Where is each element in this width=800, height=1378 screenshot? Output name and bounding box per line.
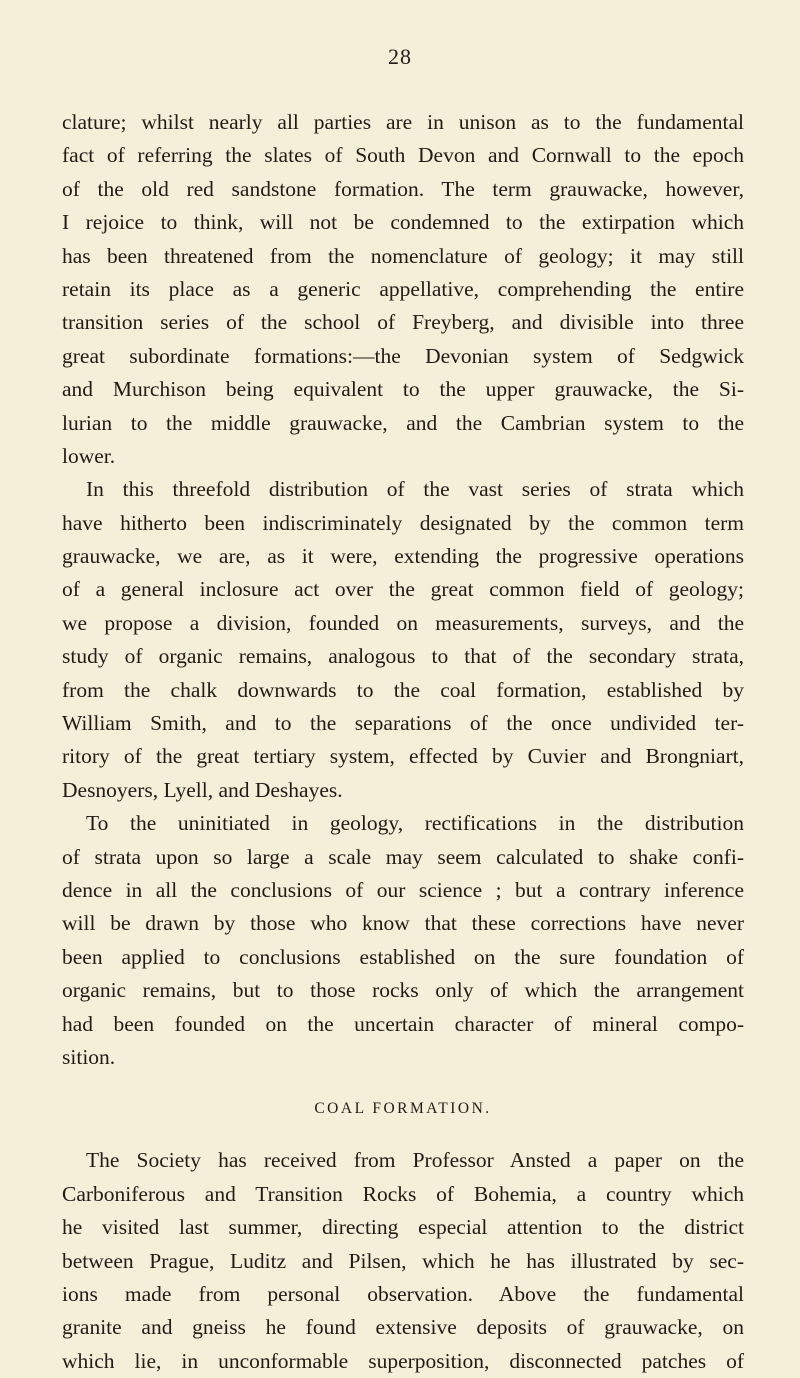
text-line: will be drawn by those who know that these corrections have never — [62, 911, 744, 936]
text-line: has been threatened from the nomenclature of geology; it may still — [62, 243, 744, 268]
text-line: study of organic remains, analogous to that of the secondary strata, — [62, 644, 744, 669]
text-line: of the old red sandstone formation. The term grauwacke, however, — [62, 176, 744, 201]
section-heading: COAL FORMATION. — [314, 1100, 492, 1118]
text-line: and Murchison being equivalent to the upper grauwacke, the Si- — [62, 377, 744, 402]
text-line: of strata upon so large a scale may seem calculated to shake confi- — [62, 844, 744, 869]
body-text — [62, 106, 744, 1378]
text-line: between Prague, Luditz and Pilsen, which he has illustrated by sec- — [62, 1248, 744, 1273]
text-line: I rejoice to think, will not be condemned to the extirpation which — [62, 210, 744, 235]
text-line: Desnoyers, Lyell, and Deshayes. — [62, 777, 343, 802]
text-line: sition. — [62, 1044, 116, 1069]
text-line: dence in all the conclusions of our science ; but a contrary inference — [62, 877, 744, 902]
text-line: which lie, in unconformable superposition, disconnected patches of — [62, 1348, 744, 1373]
text-line: of a general inclosure act over the great common field of geology; — [62, 577, 744, 602]
text-line: lurian to the middle grauwacke, and the Cambrian system to the — [62, 410, 744, 435]
paragraph-3 — [62, 807, 744, 1074]
text-line: he visited last summer, directing especial attention to the district — [62, 1215, 744, 1240]
text-line: William Smith, and to the separations of the once undivided ter- — [62, 711, 744, 736]
paragraph-1 — [62, 106, 744, 473]
text-line: retain its place as a generic appellative, comprehending the entire — [62, 276, 744, 301]
text-line: been applied to conclusions established on the sure foundation of — [62, 944, 744, 969]
text-line: ritory of the great tertiary system, effected by Cuvier and Brongniart, — [62, 744, 744, 769]
text-line: organic remains, but to those rocks only of which the arrangement — [62, 978, 744, 1003]
text-line: had been founded on the uncertain character of mineral compo- — [62, 1011, 744, 1036]
paragraph-4 — [62, 1144, 744, 1378]
text-line: lower. — [62, 443, 116, 468]
text-line: Carboniferous and Transition Rocks of Bohemia, a country which — [62, 1181, 744, 1206]
text-line: The Society has received from Professor Ansted a paper on the — [86, 1148, 744, 1173]
text-line: granite and gneiss he found extensive deposits of grauwacke, on — [62, 1315, 744, 1340]
paragraph-2 — [62, 473, 744, 807]
text-line: clature; whilst nearly all parties are in unison as to the fundamental — [62, 110, 744, 134]
page-number: 28 — [388, 44, 412, 69]
text-line: transition series of the school of Freyberg, and divisible into three — [62, 310, 744, 335]
text-line: from the chalk downwards to the coal formation, established by — [62, 677, 744, 702]
text-line: have hitherto been indiscriminately designated by the common term — [62, 510, 744, 535]
text-line: To the uninitiated in geology, rectifications in the distribution — [86, 811, 744, 836]
text-line: ions made from personal observation. Above the fundamental — [62, 1281, 744, 1306]
text-line: we propose a division, founded on measurements, surveys, and the — [62, 610, 744, 635]
text-line: In this threefold distribution of the vast series of strata which — [86, 477, 744, 502]
text-line: great subordinate formations:—the Devonian system of Sedgwick — [62, 343, 744, 368]
text-line: grauwacke, we are, as it were, extending the progressive operations — [62, 544, 744, 569]
text-line: fact of referring the slates of South Devon and Cornwall to the epoch — [62, 143, 744, 168]
